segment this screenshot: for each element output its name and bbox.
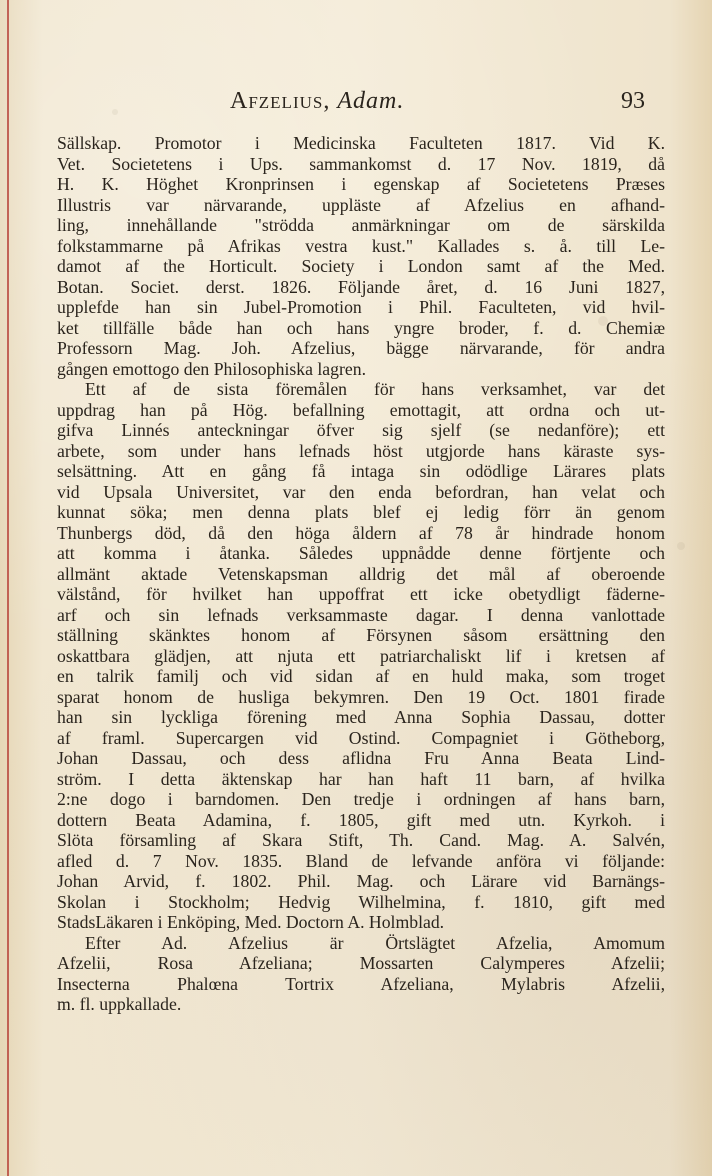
text-line: Johan Arvid, f. 1802. Phil. Mag. och Lärare vid Barnängs- <box>57 871 665 891</box>
text-line: Skolan i Stockholm; Hedvig Wilhelmina, f. 1810, gift med <box>57 891 665 912</box>
running-head <box>230 88 404 115</box>
text-line: Insecterna Phalœna Tortrix Afzeliana, Mylabris Afzelii, <box>57 973 665 994</box>
text-line: gången emottogo den Philosophiska lagren. <box>57 358 366 379</box>
text-line: välstånd, för hvilket han uppoffrat ett icke obetydligt fäderne- <box>57 584 665 604</box>
text-line: 2:ne dogo i barndomen. Den tredje i ordningen af hans barn, <box>57 789 665 809</box>
text-line: Slöta församling af Skara Stift, Th. Cand. Mag. A. Salvén, <box>57 830 665 850</box>
text-line: arbete, som under hans lefnads höst utgjorde hans käraste sys- <box>57 440 665 461</box>
text-line: Vet. Societetens i Ups. sammankomst d. 17 Nov. 1819, då <box>57 153 665 174</box>
page-header <box>55 88 655 122</box>
text-line: folkstammarne på Afrikas vestra kust." Kallades s. å. till Le- <box>57 235 665 256</box>
text-line: Sällskap. Promotor i Medicinska Faculteten 1817. Vid K. <box>57 133 665 153</box>
text-line: en talrik familj och vid sidan af en huld maka, som troget <box>57 666 665 686</box>
text-line: ling, innehållande "strödda anmärkningar om de särskilda <box>57 215 665 235</box>
text-line: m. fl. uppkallade. <box>57 994 182 1014</box>
text-line: ket tillfälle både han och hans yngre broder, f. d. Chemiæ <box>57 317 665 338</box>
text-line: gifva Linnés anteckningar öfver sig sjelf (se nedanföre); ett <box>57 420 665 440</box>
paper-stain <box>677 542 685 550</box>
running-head-forename: Adam. <box>337 88 405 114</box>
text-line: han sin lyckliga förening med Anna Sophia Dassau, dotter <box>57 707 665 727</box>
running-head-surname: Afzelius, <box>230 88 331 114</box>
text-line: upplefde han sin Jubel-Promotion i Phil. Faculteten, vid hvil- <box>57 297 665 317</box>
text-line: att komma i åtanka. Således uppnådde denne förtjente och <box>57 543 665 563</box>
page-number: 93 <box>621 88 645 114</box>
text-line: H. K. Höghet Kronprinsen i egenskap af Societetens Præses <box>57 174 665 194</box>
text-line: sparat honom de husliga bekymren. Den 19 Oct. 1801 firade <box>57 686 665 707</box>
left-margin-line <box>7 0 9 1176</box>
text-line: uppdrag han på Hög. befallning emottagit, att ordna och ut- <box>57 399 665 420</box>
text-line: damot af the Horticult. Society i London samt af the Med. <box>57 256 665 276</box>
body-text <box>57 133 665 1015</box>
text-line: afled d. 7 Nov. 1835. Bland de lefvande anföra vi följande: <box>57 850 665 871</box>
text-line: ström. I detta äktenskap har han haft 11 barn, af hvilka <box>57 768 665 789</box>
text-line: StadsLäkaren i Enköping, Med. Doctorn A. Holmblad. <box>57 912 445 932</box>
text-line: Thunbergs död, då den höga åldern af 78 år hindrade honom <box>57 522 665 543</box>
text-line: Afzelii, Rosa Afzeliana; Mossarten Calymperes Afzelii; <box>57 953 665 973</box>
text-line: dottern Beata Adamina, f. 1805, gift med utn. Kyrkoh. i <box>57 809 665 830</box>
text-line: Efter Ad. Afzelius är Örtslägtet Afzelia, Amomum <box>85 932 665 953</box>
text-line: oskattbara glädjen, att njuta ett patriarchaliskt lif i kretsen af <box>57 645 665 666</box>
text-line: ställning skänktes honom af Försynen såsom ersättning den <box>57 625 665 645</box>
text-line: Botan. Societ. derst. 1826. Följande året, d. 16 Juni 1827, <box>57 276 665 297</box>
text-line: allmänt aktade Vetenskapsman alldrig det mål af oberoende <box>57 563 665 584</box>
text-line: vid Upsala Universitet, var den enda befordran, han velat och <box>57 481 665 502</box>
text-line: kunnat söka; men denna plats blef ej ledig förr än genom <box>57 502 665 522</box>
text-line: Johan Dassau, och dess aflidna Fru Anna Beata Lind- <box>57 748 665 768</box>
text-line: Ett af de sista föremålen för hans verksamhet, var det <box>85 379 665 399</box>
text-line: Illustris var närvarande, uppläste af Afzelius en afhand- <box>57 194 665 215</box>
text-line: selsättning. Att en gång få intaga sin odödlige Lärares plats <box>57 461 665 481</box>
text-line: af framl. Supercargen vid Ostind. Compagniet i Götheborg, <box>57 727 665 748</box>
text-line: arf och sin lefnads verksammaste dagar. I denna vanlottade <box>57 604 665 625</box>
text-line: Professorn Mag. Joh. Afzelius, bägge närvarande, för andra <box>57 338 665 358</box>
